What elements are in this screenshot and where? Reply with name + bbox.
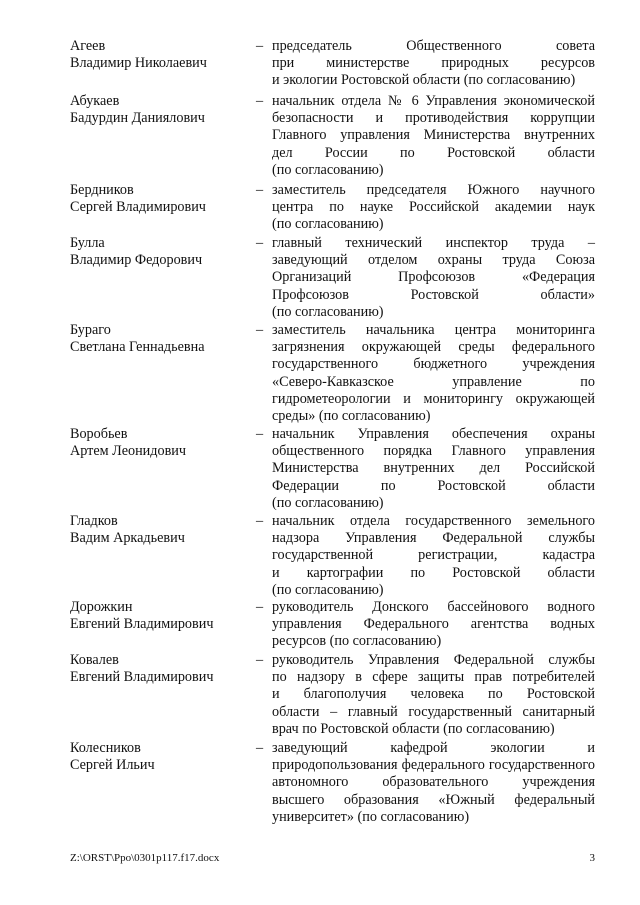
member-name (70, 599, 250, 633)
position-line: председатель Общественного совета (272, 38, 595, 54)
member-name (70, 235, 250, 269)
member-given-names: Артем Леонидович (70, 443, 187, 460)
member-surname: Гладков (70, 513, 118, 529)
dash-separator: – (256, 740, 264, 756)
position-line: (по согласованию) (272, 161, 384, 178)
member-position (272, 93, 595, 179)
position-line: государственного бюджетного учреждения (272, 356, 595, 373)
position-line: среды» (по согласованию) (272, 408, 431, 425)
position-line: автономного образовательного учреждения (272, 774, 595, 791)
position-line: (по согласованию) (272, 216, 384, 233)
dash-separator: – (256, 426, 264, 442)
member-position (272, 599, 595, 651)
member-given-names: Евгений Владимирович (70, 669, 214, 686)
member-name (70, 322, 250, 356)
position-line: и картографии по Ростовской области (272, 564, 595, 581)
member-surname: Колесников (70, 740, 141, 756)
position-line: университет» (по согласованию) (272, 808, 470, 825)
dash-separator: – (256, 235, 264, 251)
dash-separator: – (256, 182, 264, 198)
position-line: высшего образования «Южный федеральный (272, 791, 595, 808)
position-line: и экологии Ростовской области (по согласованию) (272, 72, 576, 89)
position-line: заведующий кафедрой экологии и (272, 740, 595, 756)
member-position (272, 38, 595, 90)
position-line: Профсоюзов Ростовской области» (272, 286, 595, 303)
member-position (272, 740, 595, 826)
position-line: главный технический инспектор труда – (272, 235, 595, 251)
footer-file-path: Z:\ORST\Ppo\0301p117.f17.docx (70, 852, 220, 864)
member-surname: Абукаев (70, 93, 120, 109)
position-line: области – главный государственный санитарный (272, 703, 595, 720)
member-name (70, 740, 250, 774)
position-line: загрязнения окружающей среды федерального (272, 339, 595, 356)
position-line: надзора Управления Федеральной службы (272, 530, 595, 547)
member-name (70, 426, 250, 460)
member-position (272, 652, 595, 738)
member-name (70, 652, 250, 686)
position-line: начальник отдела № 6 Управления экономической (272, 93, 595, 109)
position-line: природопользования федерального государственного (272, 757, 595, 774)
member-given-names: Бадурдин Даниялович (70, 110, 205, 127)
member-given-names: Сергей Ильич (70, 757, 155, 774)
position-line: «Северо-Кавказское управление по (272, 373, 595, 390)
member-surname: Дорожкин (70, 599, 133, 615)
member-position (272, 182, 595, 234)
position-line: (по согласованию) (272, 581, 384, 598)
position-line: при министерстве природных ресурсов (272, 55, 595, 72)
member-surname: Булла (70, 235, 105, 251)
position-line: врач по Ростовской области (по согласованию) (272, 720, 555, 737)
member-given-names: Светлана Геннадьевна (70, 339, 205, 356)
position-line: заместитель начальника центра мониторинга (272, 322, 595, 338)
position-line: (по согласованию) (272, 303, 384, 320)
position-line: Федерации по Ростовской области (272, 477, 595, 494)
dash-separator: – (256, 599, 264, 615)
member-surname: Ковалев (70, 652, 119, 668)
position-line: руководитель Донского бассейнового водного (272, 599, 595, 615)
member-name (70, 513, 250, 547)
member-surname: Воробьев (70, 426, 128, 442)
position-line: центра по науке Российской академии наук (272, 199, 595, 216)
member-position (272, 426, 595, 512)
position-line: Организаций Профсоюзов «Федерация (272, 269, 595, 286)
member-given-names: Вадим Аркадьевич (70, 530, 185, 547)
position-line: безопасности и противодействия коррупции (272, 110, 595, 127)
member-given-names: Сергей Владимирович (70, 199, 206, 216)
member-surname: Агеев (70, 38, 106, 54)
position-line: гидрометеорологии и мониторингу окружающей (272, 390, 595, 407)
member-given-names: Владимир Николаевич (70, 55, 207, 72)
member-given-names: Евгений Владимирович (70, 616, 214, 633)
member-position (272, 235, 595, 321)
position-line: начальник отдела государственного земельного (272, 513, 595, 529)
member-position (272, 322, 595, 425)
position-line: заведующий отделом охраны труда Союза (272, 252, 595, 269)
position-line: управления Федерального агентства водных (272, 616, 595, 633)
position-line: (по согласованию) (272, 494, 384, 511)
member-position (272, 513, 595, 599)
member-name (70, 182, 250, 216)
member-name (70, 93, 250, 127)
page-number: 3 (589, 852, 595, 864)
position-line: заместитель председателя Южного научного (272, 182, 595, 198)
member-surname: Бердников (70, 182, 134, 198)
member-name (70, 38, 250, 72)
position-line: Министерства внутренних дел Российской (272, 460, 595, 477)
member-given-names: Владимир Федорович (70, 252, 203, 269)
dash-separator: – (256, 652, 264, 668)
position-line: государственной регистрации, кадастра (272, 547, 595, 564)
position-line: по надзору в сфере защиты прав потребителей (272, 669, 595, 686)
position-line: ресурсов (по согласованию) (272, 633, 442, 650)
position-line: Главного управления Министерства внутренних (272, 127, 595, 144)
position-line: и благополучия человека по Ростовской (272, 686, 595, 703)
position-line: начальник Управления обеспечения охраны (272, 426, 595, 442)
dash-separator: – (256, 93, 264, 109)
position-line: дел России по Ростовской области (272, 144, 595, 161)
position-line: общественного порядка Главного управления (272, 443, 595, 460)
dash-separator: – (256, 322, 264, 338)
member-surname: Бураго (70, 322, 111, 338)
position-line: руководитель Управления Федеральной службы (272, 652, 595, 668)
dash-separator: – (256, 38, 264, 54)
dash-separator: – (256, 513, 264, 529)
